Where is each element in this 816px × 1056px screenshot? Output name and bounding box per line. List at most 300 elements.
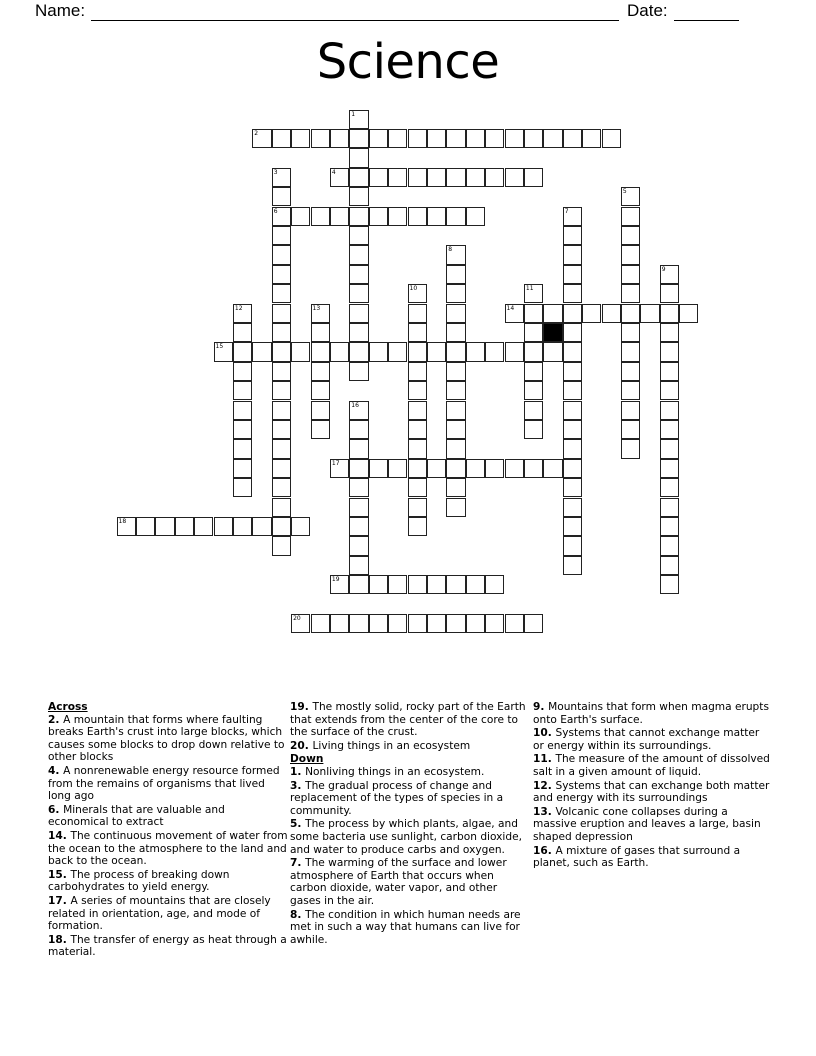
grid-cell[interactable] bbox=[563, 459, 582, 478]
grid-cell[interactable] bbox=[349, 245, 368, 264]
grid-cell[interactable] bbox=[349, 459, 368, 478]
clue-number: 11 bbox=[533, 753, 548, 766]
cell-number: 8 bbox=[448, 246, 453, 254]
across-heading: Across bbox=[48, 701, 88, 713]
name-blank[interactable] bbox=[91, 5, 619, 21]
grid-cell[interactable] bbox=[446, 168, 465, 187]
grid-cell[interactable] bbox=[446, 575, 465, 594]
black-cell bbox=[543, 323, 562, 342]
grid-cell[interactable] bbox=[330, 207, 349, 226]
grid-cell[interactable] bbox=[349, 478, 368, 497]
down-clue-7 bbox=[290, 857, 530, 907]
grid-cell[interactable] bbox=[369, 207, 388, 226]
grid-cell[interactable] bbox=[466, 614, 485, 633]
grid-cell[interactable] bbox=[485, 342, 504, 361]
crossword-grid bbox=[117, 110, 717, 650]
clue-number-dot: . bbox=[62, 829, 71, 842]
grid-cell[interactable] bbox=[252, 129, 271, 148]
grid-cell[interactable] bbox=[233, 439, 252, 458]
grid-cell[interactable] bbox=[524, 420, 543, 439]
grid-cell[interactable] bbox=[408, 614, 427, 633]
grid-cell[interactable] bbox=[233, 381, 252, 400]
grid-cell[interactable] bbox=[621, 284, 640, 303]
grid-cell[interactable] bbox=[311, 614, 330, 633]
clue-number: 19 bbox=[290, 701, 305, 713]
cell-number: 14 bbox=[506, 304, 515, 312]
grid-cell[interactable] bbox=[563, 226, 582, 245]
grid-cell[interactable] bbox=[446, 362, 465, 381]
grid-cell[interactable] bbox=[563, 439, 582, 458]
clue-text: A mixture of gases that surround a planet, such as Earth. bbox=[533, 844, 741, 870]
grid-cell[interactable] bbox=[330, 614, 349, 633]
clue-number-dot: . bbox=[55, 764, 64, 777]
grid-cell[interactable] bbox=[563, 498, 582, 517]
grid-cell[interactable] bbox=[524, 381, 543, 400]
grid-cell[interactable] bbox=[621, 381, 640, 400]
grid-cell[interactable] bbox=[505, 614, 524, 633]
clue-text: The warming of the surface and lower atmosphere of Earth that occurs when carbon dioxide, water vapor, and other gases in the air. bbox=[290, 857, 507, 907]
grid-cell[interactable] bbox=[446, 420, 465, 439]
grid-cell[interactable] bbox=[466, 207, 485, 226]
grid-cell[interactable] bbox=[349, 556, 368, 575]
clues-column-1 bbox=[48, 701, 288, 960]
grid-cell[interactable] bbox=[272, 420, 291, 439]
grid-cell[interactable] bbox=[621, 420, 640, 439]
grid-cell[interactable] bbox=[660, 381, 679, 400]
grid-cell[interactable] bbox=[563, 207, 582, 226]
grid-cell[interactable] bbox=[369, 129, 388, 148]
grid-cell[interactable] bbox=[563, 304, 582, 323]
grid-cell[interactable] bbox=[233, 304, 252, 323]
grid-cell[interactable] bbox=[660, 536, 679, 555]
clue-number: 6 bbox=[48, 803, 56, 816]
clue-number: 17 bbox=[48, 894, 63, 907]
grid-cell[interactable] bbox=[272, 207, 291, 226]
grid-cell[interactable] bbox=[446, 304, 465, 323]
grid-cell[interactable] bbox=[349, 536, 368, 555]
cell-number: 2 bbox=[254, 129, 259, 137]
grid-cell[interactable] bbox=[233, 401, 252, 420]
grid-cell[interactable] bbox=[679, 304, 698, 323]
grid-cell[interactable] bbox=[272, 459, 291, 478]
grid-cell[interactable] bbox=[563, 265, 582, 284]
grid-cell[interactable] bbox=[349, 129, 368, 148]
grid-cell[interactable] bbox=[466, 459, 485, 478]
grid-cell[interactable] bbox=[408, 459, 427, 478]
clue-number: 4 bbox=[48, 764, 56, 777]
grid-cell[interactable] bbox=[349, 304, 368, 323]
grid-cell[interactable] bbox=[446, 245, 465, 264]
grid-cell[interactable] bbox=[446, 381, 465, 400]
grid-cell[interactable] bbox=[272, 304, 291, 323]
cell-number: 3 bbox=[273, 168, 278, 176]
grid-cell[interactable] bbox=[621, 323, 640, 342]
grid-cell[interactable] bbox=[272, 284, 291, 303]
grid-cell[interactable] bbox=[660, 342, 679, 361]
grid-cell[interactable] bbox=[349, 207, 368, 226]
grid-cell[interactable] bbox=[291, 342, 310, 361]
grid-cell[interactable] bbox=[349, 187, 368, 206]
name-label: Name: bbox=[35, 1, 86, 20]
down-clue-11 bbox=[533, 753, 773, 778]
grid-cell[interactable] bbox=[233, 362, 252, 381]
grid-cell[interactable] bbox=[369, 168, 388, 187]
grid-cell[interactable] bbox=[194, 517, 213, 536]
clue-number-dot: . bbox=[547, 753, 556, 766]
grid-cell[interactable] bbox=[660, 323, 679, 342]
grid-cell[interactable] bbox=[563, 401, 582, 420]
across-clue-18 bbox=[48, 934, 288, 959]
across-clue-14 bbox=[48, 830, 288, 868]
grid-cell[interactable] bbox=[311, 342, 330, 361]
cell-number: 10 bbox=[409, 285, 418, 293]
clue-text: Systems that can exchange both matter and energy with its surroundings bbox=[533, 779, 770, 805]
grid-cell[interactable] bbox=[485, 614, 504, 633]
grid-cell[interactable] bbox=[408, 304, 427, 323]
grid-cell[interactable] bbox=[427, 459, 446, 478]
grid-cell[interactable] bbox=[563, 284, 582, 303]
clue-number: 5 bbox=[290, 818, 298, 831]
grid-cell[interactable] bbox=[505, 459, 524, 478]
grid-cell[interactable] bbox=[272, 362, 291, 381]
grid-cell[interactable] bbox=[621, 187, 640, 206]
grid-cell[interactable] bbox=[291, 614, 310, 633]
grid-cell[interactable] bbox=[466, 129, 485, 148]
grid-cell[interactable] bbox=[466, 342, 485, 361]
grid-cell[interactable] bbox=[602, 129, 621, 148]
clue-text: A nonrenewable energy resource formed from the remains of organisms that lived long ago bbox=[48, 764, 280, 803]
down-clue-10 bbox=[533, 727, 773, 752]
grid-cell[interactable] bbox=[330, 342, 349, 361]
grid-cell[interactable] bbox=[175, 517, 194, 536]
grid-cell[interactable] bbox=[311, 362, 330, 381]
page-title: Science bbox=[316, 34, 500, 90]
grid-cell[interactable] bbox=[349, 401, 368, 420]
grid-cell[interactable] bbox=[330, 575, 349, 594]
grid-cell[interactable] bbox=[349, 265, 368, 284]
clue-number-dot: . bbox=[547, 844, 556, 857]
grid-cell[interactable] bbox=[272, 478, 291, 497]
grid-cell[interactable] bbox=[563, 362, 582, 381]
grid-cell[interactable] bbox=[388, 575, 407, 594]
grid-cell[interactable] bbox=[446, 401, 465, 420]
grid-cell[interactable] bbox=[660, 304, 679, 323]
grid-cell[interactable] bbox=[369, 614, 388, 633]
grid-cell[interactable] bbox=[602, 304, 621, 323]
grid-cell[interactable] bbox=[408, 342, 427, 361]
grid-cell[interactable] bbox=[427, 207, 446, 226]
across-clue-20 bbox=[290, 740, 530, 753]
grid-cell[interactable] bbox=[311, 129, 330, 148]
grid-cell[interactable] bbox=[233, 420, 252, 439]
grid-cell[interactable] bbox=[427, 129, 446, 148]
grid-cell[interactable] bbox=[311, 304, 330, 323]
grid-cell[interactable] bbox=[563, 323, 582, 342]
grid-cell[interactable] bbox=[660, 517, 679, 536]
grid-cell[interactable] bbox=[214, 517, 233, 536]
clue-number-dot: . bbox=[297, 779, 306, 792]
grid-cell[interactable] bbox=[349, 439, 368, 458]
grid-cell[interactable] bbox=[233, 323, 252, 342]
grid-cell[interactable] bbox=[388, 342, 407, 361]
grid-cell[interactable] bbox=[505, 129, 524, 148]
grid-cell[interactable] bbox=[563, 420, 582, 439]
grid-cell[interactable] bbox=[660, 459, 679, 478]
clue-text: Minerals that are valuable and economical to extract bbox=[48, 803, 225, 829]
grid-cell[interactable] bbox=[621, 265, 640, 284]
cell-number: 6 bbox=[273, 207, 278, 215]
clues-column-3 bbox=[533, 701, 773, 871]
grid-cell[interactable] bbox=[330, 129, 349, 148]
clue-text: A series of mountains that are closely related in orientation, age, and mode of formation. bbox=[48, 894, 271, 933]
grid-cell[interactable] bbox=[543, 342, 562, 361]
grid-cell[interactable] bbox=[349, 362, 368, 381]
grid-cell[interactable] bbox=[505, 304, 524, 323]
grid-cell[interactable] bbox=[388, 207, 407, 226]
grid-cell[interactable] bbox=[563, 478, 582, 497]
clue-text: The condition in which human needs are met in such a way that humans can live for awhile. bbox=[290, 908, 521, 946]
grid-cell[interactable] bbox=[349, 342, 368, 361]
grid-cell[interactable] bbox=[252, 517, 271, 536]
grid-cell[interactable] bbox=[563, 342, 582, 361]
grid-cell[interactable] bbox=[446, 498, 465, 517]
grid-cell[interactable] bbox=[446, 284, 465, 303]
grid-cell[interactable] bbox=[582, 304, 601, 323]
grid-cell[interactable] bbox=[563, 536, 582, 555]
grid-cell[interactable] bbox=[291, 517, 310, 536]
grid-cell[interactable] bbox=[524, 614, 543, 633]
grid-cell[interactable] bbox=[660, 362, 679, 381]
grid-cell[interactable] bbox=[233, 342, 252, 361]
grid-cell[interactable] bbox=[485, 459, 504, 478]
grid-cell[interactable] bbox=[155, 517, 174, 536]
grid-cell[interactable] bbox=[524, 401, 543, 420]
grid-cell[interactable] bbox=[524, 459, 543, 478]
cell-number: 7 bbox=[564, 207, 569, 215]
grid-cell[interactable] bbox=[446, 439, 465, 458]
grid-cell[interactable] bbox=[349, 323, 368, 342]
grid-cell[interactable] bbox=[272, 168, 291, 187]
grid-cell[interactable] bbox=[427, 575, 446, 594]
grid-cell[interactable] bbox=[621, 304, 640, 323]
grid-cell[interactable] bbox=[621, 401, 640, 420]
grid-cell[interactable] bbox=[349, 420, 368, 439]
grid-cell[interactable] bbox=[408, 362, 427, 381]
grid-cell[interactable] bbox=[563, 556, 582, 575]
grid-cell[interactable] bbox=[660, 556, 679, 575]
grid-cell[interactable] bbox=[291, 207, 310, 226]
grid-cell[interactable] bbox=[349, 517, 368, 536]
grid-cell[interactable] bbox=[272, 129, 291, 148]
grid-cell[interactable] bbox=[311, 323, 330, 342]
grid-cell[interactable] bbox=[349, 226, 368, 245]
grid-cell[interactable] bbox=[349, 614, 368, 633]
grid-cell[interactable] bbox=[408, 207, 427, 226]
clue-text: Volcanic cone collapses during a massive eruption and leaves a large, basin shaped depression bbox=[533, 805, 761, 843]
grid-cell[interactable] bbox=[233, 478, 252, 497]
grid-cell[interactable] bbox=[311, 381, 330, 400]
grid-cell[interactable] bbox=[446, 342, 465, 361]
date-blank[interactable] bbox=[674, 5, 739, 21]
grid-cell[interactable] bbox=[524, 362, 543, 381]
grid-cell[interactable] bbox=[543, 304, 562, 323]
grid-cell[interactable] bbox=[349, 168, 368, 187]
grid-cell[interactable] bbox=[408, 517, 427, 536]
grid-cell[interactable] bbox=[466, 168, 485, 187]
grid-cell[interactable] bbox=[272, 401, 291, 420]
clue-text: The transfer of energy as heat through a material. bbox=[48, 933, 287, 959]
grid-cell[interactable] bbox=[272, 187, 291, 206]
clue-number-dot: . bbox=[55, 803, 64, 816]
grid-cell[interactable] bbox=[272, 439, 291, 458]
grid-cell[interactable] bbox=[427, 342, 446, 361]
grid-cell[interactable] bbox=[621, 342, 640, 361]
grid-cell[interactable] bbox=[272, 517, 291, 536]
grid-cell[interactable] bbox=[369, 342, 388, 361]
grid-cell[interactable] bbox=[408, 401, 427, 420]
grid-cell[interactable] bbox=[446, 323, 465, 342]
grid-cell[interactable] bbox=[330, 168, 349, 187]
grid-cell[interactable] bbox=[660, 498, 679, 517]
grid-cell[interactable] bbox=[311, 401, 330, 420]
grid-cell[interactable] bbox=[427, 168, 446, 187]
grid-cell[interactable] bbox=[524, 129, 543, 148]
grid-cell[interactable] bbox=[524, 304, 543, 323]
grid-cell[interactable] bbox=[349, 498, 368, 517]
grid-cell[interactable] bbox=[233, 517, 252, 536]
grid-cell[interactable] bbox=[408, 129, 427, 148]
grid-cell[interactable] bbox=[408, 381, 427, 400]
grid-cell[interactable] bbox=[349, 575, 368, 594]
clue-text: Mountains that form when magma erupts onto Earth's surface. bbox=[533, 701, 769, 726]
grid-cell[interactable] bbox=[660, 420, 679, 439]
clue-text: A mountain that forms where faulting breaks Earth's crust into large blocks, which causes some blocks to drop down relative to other blocks bbox=[48, 713, 285, 764]
clue-number: 1 bbox=[290, 765, 298, 778]
grid-cell[interactable] bbox=[466, 575, 485, 594]
clue-text: The process by which plants, algae, and some bacteria use sunlight, carbon dioxide, and water to produce carbs and oxygen. bbox=[290, 818, 522, 856]
grid-cell[interactable] bbox=[660, 284, 679, 303]
grid-cell[interactable] bbox=[505, 342, 524, 361]
name-field[interactable] bbox=[35, 1, 619, 21]
grid-cell[interactable] bbox=[660, 575, 679, 594]
grid-cell[interactable] bbox=[408, 168, 427, 187]
grid-cell[interactable] bbox=[446, 459, 465, 478]
grid-cell[interactable] bbox=[214, 342, 233, 361]
down-clue-13 bbox=[533, 806, 773, 844]
grid-cell[interactable] bbox=[621, 245, 640, 264]
grid-cell[interactable] bbox=[388, 168, 407, 187]
grid-cell[interactable] bbox=[272, 323, 291, 342]
cell-number: 4 bbox=[331, 168, 336, 176]
grid-cell[interactable] bbox=[388, 129, 407, 148]
grid-cell[interactable] bbox=[563, 517, 582, 536]
grid-cell[interactable] bbox=[621, 207, 640, 226]
grid-cell[interactable] bbox=[272, 226, 291, 245]
grid-cell[interactable] bbox=[582, 129, 601, 148]
grid-cell[interactable] bbox=[369, 575, 388, 594]
grid-cell[interactable] bbox=[408, 478, 427, 497]
down-heading: Down bbox=[290, 753, 324, 766]
grid-cell[interactable] bbox=[408, 323, 427, 342]
grid-cell[interactable] bbox=[621, 362, 640, 381]
grid-cell[interactable] bbox=[563, 381, 582, 400]
grid-cell[interactable] bbox=[660, 478, 679, 497]
grid-cell[interactable] bbox=[446, 265, 465, 284]
grid-cell[interactable] bbox=[272, 498, 291, 517]
grid-cell[interactable] bbox=[233, 459, 252, 478]
grid-cell[interactable] bbox=[349, 110, 368, 129]
cell-number: 1 bbox=[351, 110, 356, 118]
grid-cell[interactable] bbox=[349, 148, 368, 167]
grid-cell[interactable] bbox=[563, 245, 582, 264]
grid-cell[interactable] bbox=[660, 401, 679, 420]
grid-cell[interactable] bbox=[446, 478, 465, 497]
grid-cell[interactable] bbox=[408, 498, 427, 517]
cell-number: 17 bbox=[331, 459, 340, 467]
date-field[interactable] bbox=[627, 1, 739, 21]
grid-cell[interactable] bbox=[446, 614, 465, 633]
clue-number-dot: . bbox=[540, 701, 549, 713]
grid-cell[interactable] bbox=[524, 284, 543, 303]
down-clue-16 bbox=[533, 845, 773, 870]
grid-cell[interactable] bbox=[408, 420, 427, 439]
grid-cell[interactable] bbox=[311, 420, 330, 439]
grid-cell[interactable] bbox=[660, 265, 679, 284]
grid-cell[interactable] bbox=[272, 342, 291, 361]
down-clue-3 bbox=[290, 780, 530, 818]
grid-cell[interactable] bbox=[408, 575, 427, 594]
grid-cell[interactable] bbox=[485, 575, 504, 594]
grid-cell[interactable] bbox=[388, 614, 407, 633]
grid-cell[interactable] bbox=[563, 129, 582, 148]
grid-cell[interactable] bbox=[640, 304, 659, 323]
grid-cell[interactable] bbox=[621, 226, 640, 245]
grid-cell[interactable] bbox=[136, 517, 155, 536]
grid-cell[interactable] bbox=[369, 459, 388, 478]
grid-cell[interactable] bbox=[524, 323, 543, 342]
grid-cell[interactable] bbox=[311, 207, 330, 226]
down-clue-1 bbox=[290, 766, 530, 779]
grid-cell[interactable] bbox=[388, 459, 407, 478]
grid-cell[interactable] bbox=[272, 245, 291, 264]
grid-cell[interactable] bbox=[427, 614, 446, 633]
date-label: Date: bbox=[627, 1, 668, 20]
grid-cell[interactable] bbox=[117, 517, 136, 536]
grid-cell[interactable] bbox=[543, 459, 562, 478]
grid-cell[interactable] bbox=[330, 459, 349, 478]
grid-cell[interactable] bbox=[272, 381, 291, 400]
grid-cell[interactable] bbox=[524, 342, 543, 361]
grid-cell[interactable] bbox=[272, 536, 291, 555]
grid-cell[interactable] bbox=[408, 284, 427, 303]
grid-cell[interactable] bbox=[524, 168, 543, 187]
clue-number: 14 bbox=[48, 829, 63, 842]
grid-cell[interactable] bbox=[485, 129, 504, 148]
grid-cell[interactable] bbox=[505, 168, 524, 187]
grid-cell[interactable] bbox=[272, 265, 291, 284]
grid-cell[interactable] bbox=[660, 439, 679, 458]
clue-number: 20 bbox=[290, 739, 305, 752]
grid-cell[interactable] bbox=[446, 207, 465, 226]
grid-cell[interactable] bbox=[485, 168, 504, 187]
grid-cell[interactable] bbox=[621, 439, 640, 458]
grid-cell[interactable] bbox=[408, 439, 427, 458]
grid-cell[interactable] bbox=[291, 129, 310, 148]
grid-cell[interactable] bbox=[349, 284, 368, 303]
grid-cell[interactable] bbox=[252, 342, 271, 361]
grid-cell[interactable] bbox=[543, 129, 562, 148]
grid-cell[interactable] bbox=[446, 129, 465, 148]
